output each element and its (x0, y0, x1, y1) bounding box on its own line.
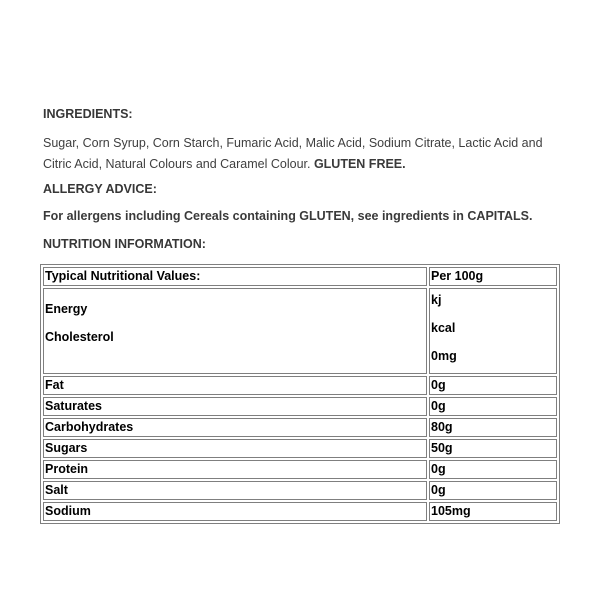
row-value: 0g (429, 481, 557, 500)
row-value: 0g (429, 460, 557, 479)
row-label: Sodium (43, 502, 427, 521)
row-value: 105mg (429, 502, 557, 521)
energy-cholesterol-label-cell (43, 288, 427, 374)
table-row-energy-cholesterol (43, 288, 557, 374)
ingredients-heading: INGREDIENTS: (43, 107, 133, 121)
row-label: Fat (43, 376, 427, 395)
gluten-free-statement: GLUTEN FREE. (313, 157, 406, 171)
energy-kj-value: kj (431, 293, 442, 307)
row-label: Saturates (43, 397, 427, 416)
nutrition-information-heading: NUTRITION INFORMATION: (43, 237, 206, 251)
row-label: Sugars (43, 439, 427, 458)
cholesterol-label: Cholesterol (45, 330, 114, 344)
table-row-sugars (43, 439, 557, 458)
ingredients-paragraph (43, 133, 562, 175)
nutrition-table (40, 264, 560, 524)
table-row-carbohydrates (43, 418, 557, 437)
ingredients-line-1: Sugar, Corn Syrup, Corn Starch, Fumaric Acid, Malic Acid, Sodium Citrate, Lactic Acid and (43, 136, 543, 150)
energy-cholesterol-value-cell (429, 288, 557, 374)
table-row-sodium (43, 502, 557, 521)
row-label: Carbohydrates (43, 418, 427, 437)
row-value: 50g (429, 439, 557, 458)
table-header-typical-values: Typical Nutritional Values: (43, 267, 427, 286)
ingredients-line-2: Citric Acid, Natural Colours and Caramel Colour. (43, 157, 314, 171)
row-value: 0g (429, 397, 557, 416)
table-row-saturates (43, 397, 557, 416)
table-header-per-100g: Per 100g (429, 267, 557, 286)
table-row-protein (43, 460, 557, 479)
cholesterol-value: 0mg (431, 349, 457, 363)
table-header-row (43, 267, 557, 286)
table-row-salt (43, 481, 557, 500)
row-value: 80g (429, 418, 557, 437)
energy-kcal-value: kcal (431, 321, 456, 335)
row-label: Salt (43, 481, 427, 500)
table-row-fat (43, 376, 557, 395)
row-value: 0g (429, 376, 557, 395)
allergy-advice-heading: ALLERGY ADVICE: (43, 182, 157, 196)
row-label: Protein (43, 460, 427, 479)
energy-label: Energy (45, 302, 88, 316)
allergy-advice-text: For allergens including Cereals containing GLUTEN, see ingredients in CAPITALS. (43, 209, 533, 223)
